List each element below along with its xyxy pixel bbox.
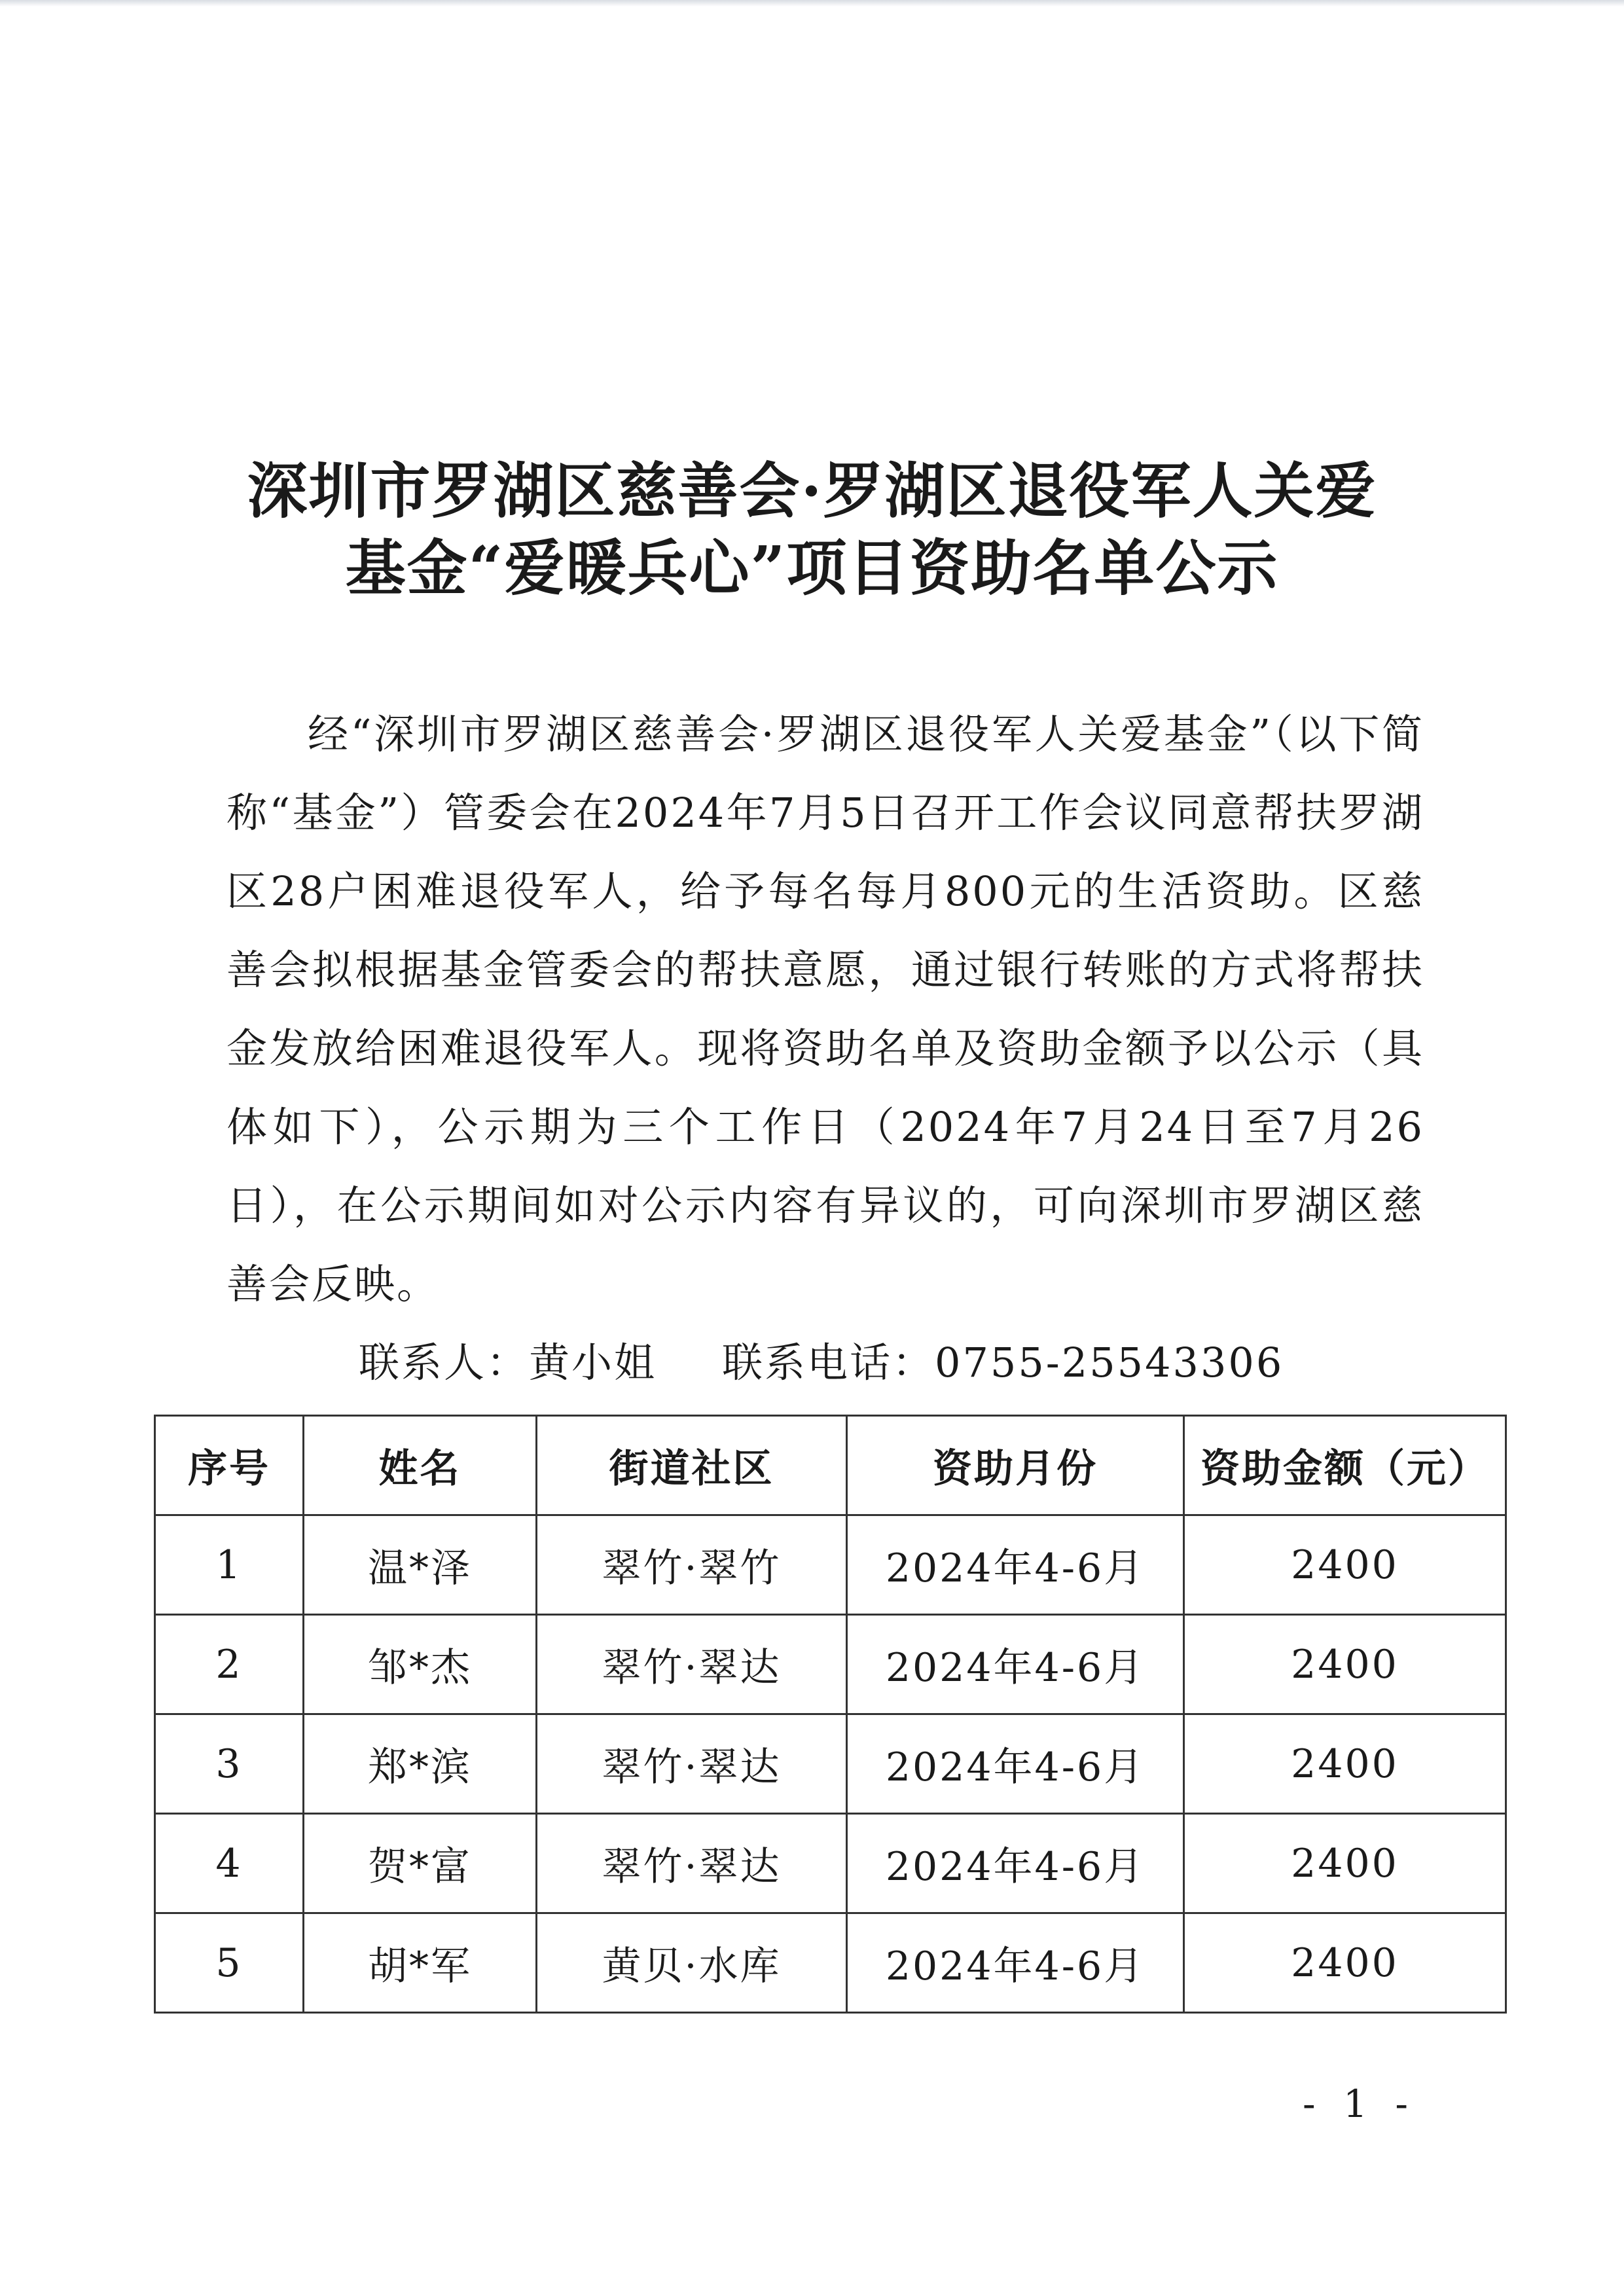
table-row <box>155 1515 1506 1615</box>
cell-month: 2024年4-6月 <box>847 1515 1184 1615</box>
cell-amount: 2400 <box>1184 1814 1506 1913</box>
cell-index: 3 <box>155 1714 304 1814</box>
cell-month: 2024年4-6月 <box>847 1913 1184 2013</box>
table-header-row <box>155 1416 1506 1515</box>
funding-list-table <box>154 1415 1507 2014</box>
header-amount: 资助金额（元） <box>1184 1416 1506 1515</box>
header-month: 资助月份 <box>847 1416 1184 1515</box>
cell-month: 2024年4-6月 <box>847 1814 1184 1913</box>
cell-name: 胡*军 <box>304 1913 537 2013</box>
document-title-line-1: 深圳市罗湖区慈善会·罗湖区退役军人关爱 <box>247 456 1377 526</box>
cell-community: 翠竹·翠达 <box>537 1714 847 1814</box>
cell-index: 2 <box>155 1615 304 1714</box>
cell-index: 4 <box>155 1814 304 1913</box>
cell-name: 郑*滨 <box>304 1714 537 1814</box>
contact-phone: 联系电话：0755-25543306 <box>722 1339 1284 1386</box>
cell-month: 2024年4-6月 <box>847 1714 1184 1814</box>
cell-name: 邹*杰 <box>304 1615 537 1714</box>
body-paragraph: 经“深圳市罗湖区慈善会·罗湖区退役军人关爱基金”（以下简称“基金”）管委会在2024年7月5日召开工作会议同意帮扶罗湖区28户困难退役军人，给予每名每月800元的生活资助。区慈善会拟根据基金管委会的帮扶意愿，通过银行转账的方式将帮扶金发放给困难退役军人。现将资助名单及资助金额予以公示（具体如下），公示期为三个工作日（2024年7月24日至7月26日），在公示期间如对公示内容有异议的，可向深圳市罗湖区慈善会反映。 <box>226 710 1424 1308</box>
cell-amount: 2400 <box>1184 1615 1506 1714</box>
contact-person: 联系人：黄小姐 <box>359 1339 657 1386</box>
cell-name: 温*泽 <box>304 1515 537 1615</box>
cell-index: 5 <box>155 1913 304 2013</box>
document-title-line-2: 基金“爱暖兵心”项目资助名单公示 <box>345 533 1279 604</box>
table-row <box>155 1615 1506 1714</box>
table-row <box>155 1814 1506 1913</box>
cell-month: 2024年4-6月 <box>847 1615 1184 1714</box>
contact-line <box>359 1324 1284 1402</box>
scan-edge <box>0 0 1624 7</box>
table-row <box>155 1913 1506 2013</box>
header-community: 街道社区 <box>537 1416 847 1515</box>
table-row <box>155 1714 1506 1814</box>
cell-amount: 2400 <box>1184 1515 1506 1615</box>
page-number: - 1 - <box>1303 2082 1416 2126</box>
cell-name: 贺*富 <box>304 1814 537 1913</box>
cell-community: 翠竹·翠竹 <box>537 1515 847 1615</box>
cell-amount: 2400 <box>1184 1913 1506 2013</box>
cell-community: 黄贝·水库 <box>537 1913 847 2013</box>
cell-community: 翠竹·翠达 <box>537 1814 847 1913</box>
header-name: 姓名 <box>304 1416 537 1515</box>
cell-community: 翠竹·翠达 <box>537 1615 847 1714</box>
cell-amount: 2400 <box>1184 1714 1506 1814</box>
header-index: 序号 <box>155 1416 304 1515</box>
cell-index: 1 <box>155 1515 304 1615</box>
